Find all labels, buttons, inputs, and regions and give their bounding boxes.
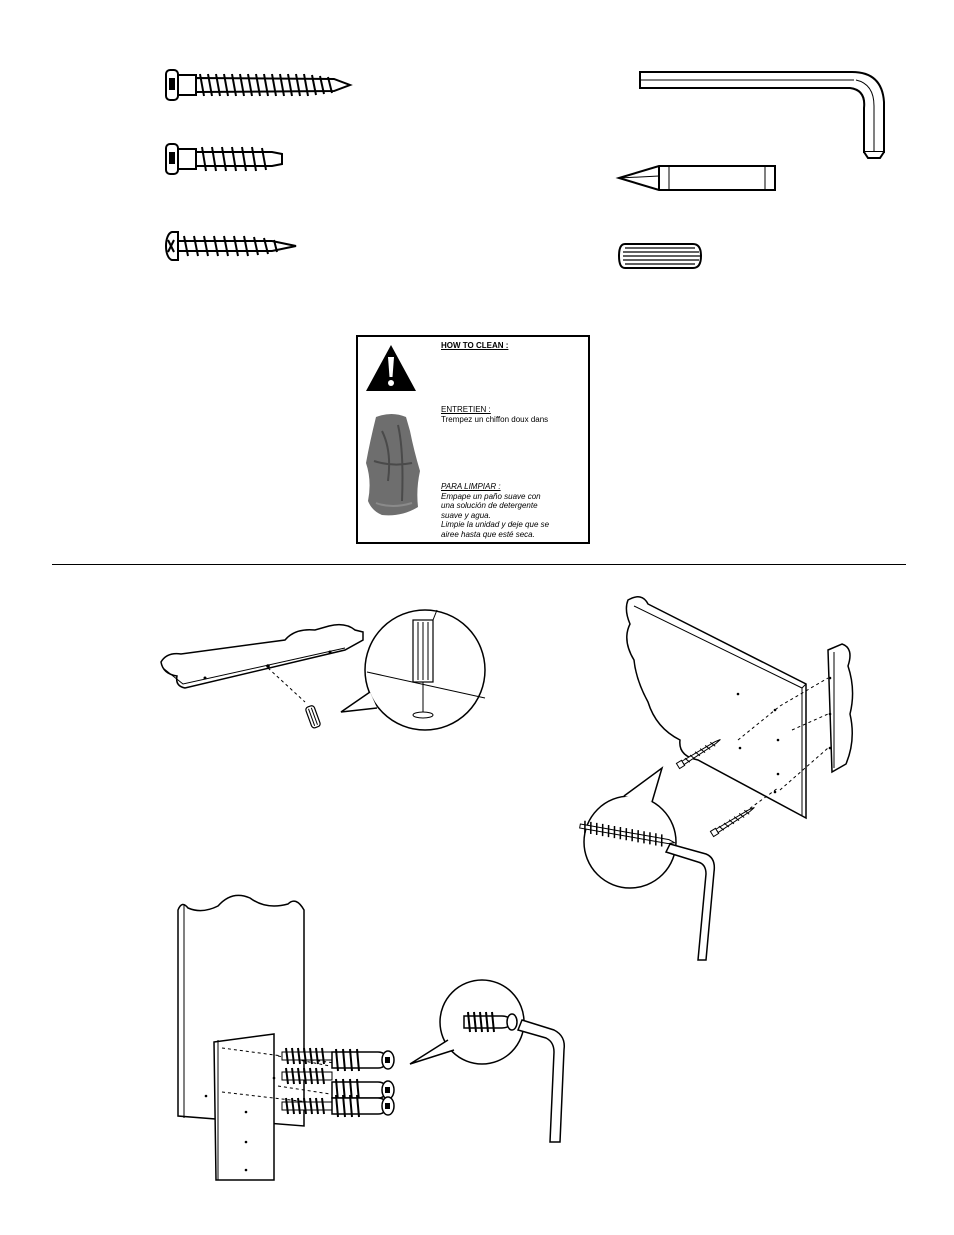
dowel-icon xyxy=(615,238,715,274)
long-cam-bolt-icon xyxy=(162,66,362,106)
text-spanish-line: Limpie la unidad y deje que se xyxy=(441,520,550,529)
heading-english: HOW TO CLEAN : xyxy=(441,341,509,350)
text-spanish-line: una solución de detergente xyxy=(441,501,538,510)
pencil-icon xyxy=(615,160,785,196)
cloth-icon xyxy=(362,411,424,521)
text-french: Trempez un chiffon doux dans xyxy=(441,414,549,424)
text-spanish-line: airee hasta que esté seca. xyxy=(441,529,535,539)
side-panel-assembly-diagram xyxy=(570,590,870,970)
dowel-insert-diagram xyxy=(155,610,500,745)
cleaning-instructions-box xyxy=(356,335,590,544)
heading-french: ENTRETIEN : xyxy=(441,405,491,414)
wood-screw-icon xyxy=(162,228,302,268)
warning-triangle-icon xyxy=(364,343,418,393)
text-spanish-line: Empape un paño suave con xyxy=(441,491,541,501)
short-cam-bolt-icon xyxy=(162,140,292,180)
section-divider xyxy=(52,564,906,565)
text-spanish-line: suave y agua. xyxy=(441,510,491,520)
heading-spanish: PARA LIMPIAR : xyxy=(441,482,501,491)
allen-key-icon xyxy=(630,62,900,162)
cam-bolt-assembly-diagram xyxy=(170,880,590,1190)
